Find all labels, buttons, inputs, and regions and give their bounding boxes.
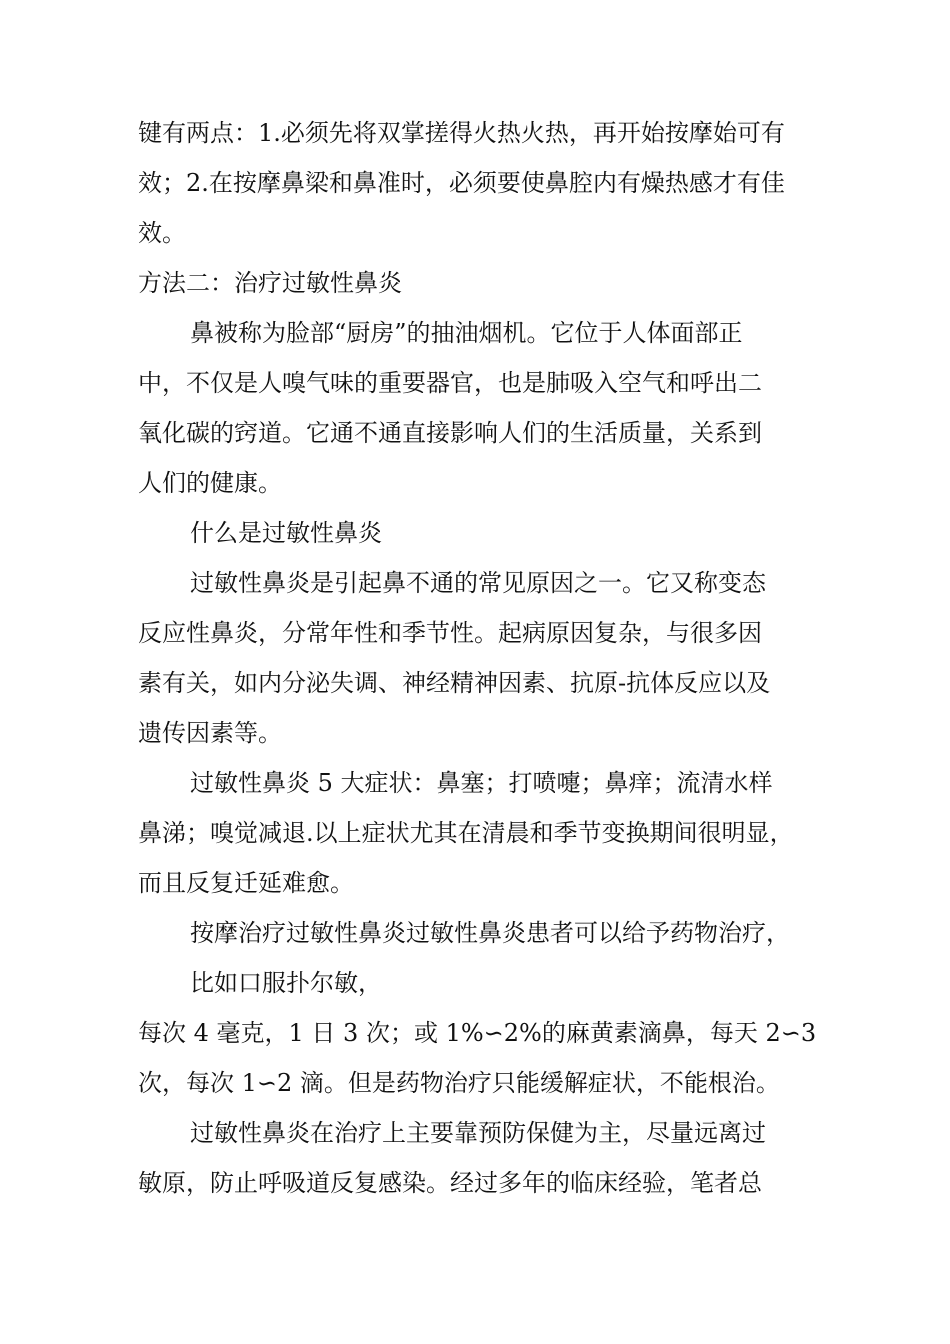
- document-body: [138, 108, 838, 1208]
- text-line: 氧化碳的窍道。它通不通直接影响人们的生活质量，关系到: [138, 419, 762, 447]
- text-line: 效。: [138, 219, 186, 247]
- text-line: 人们的健康。: [138, 469, 282, 497]
- text-line: 键有两点：1.必须先将双掌搓得火热火热，再开始按摩始可有: [138, 119, 785, 147]
- text-line: 每次 4 毫克，1 日 3 次；或 1%∽2%的麻黄素滴鼻，每天 2∽3: [138, 1019, 817, 1047]
- text-line: 过敏性鼻炎是引起鼻不通的常见原因之一。它又称变态: [190, 569, 766, 597]
- text-line: 比如口服扑尔敏，: [190, 969, 382, 997]
- text-line: 素有关，如内分泌失调、神经精神因素、抗原-抗体反应以及: [138, 669, 771, 697]
- text-line: 次，每次 1∽2 滴。但是药物治疗只能缓解症状，不能根治。: [138, 1069, 780, 1097]
- text-line: 中，不仅是人嗅气味的重要器官，也是肺吸入空气和呼出二: [138, 369, 762, 397]
- text-line: 敏原，防止呼吸道反复感染。经过多年的临床经验，笔者总: [138, 1169, 762, 1197]
- text-line: 反应性鼻炎，分常年性和季节性。起病原因复杂，与很多因: [138, 619, 762, 647]
- text-line: 鼻被称为脸部“厨房”的抽油烟机。它位于人体面部正: [190, 319, 743, 347]
- section-heading: 方法二：治疗过敏性鼻炎: [138, 269, 402, 297]
- text-line: 过敏性鼻炎 5 大症状：鼻塞；打喷嚏；鼻痒；流清水样: [190, 769, 773, 797]
- text-line: 过敏性鼻炎在治疗上主要靠预防保健为主，尽量远离过: [190, 1119, 766, 1147]
- text-line: 遗传因素等。: [138, 719, 282, 747]
- text-line: 按摩治疗过敏性鼻炎过敏性鼻炎患者可以给予药物治疗，: [190, 919, 790, 947]
- text-line: 而且反复迁延难愈。: [138, 869, 354, 897]
- text-line: 鼻涕；嗅觉减退.以上症状尤其在清晨和季节变换期间很明显，: [138, 819, 794, 847]
- text-line: 效；2.在按摩鼻梁和鼻准时，必须要使鼻腔内有燥热感才有佳: [138, 169, 785, 197]
- subheading: 什么是过敏性鼻炎: [190, 519, 382, 547]
